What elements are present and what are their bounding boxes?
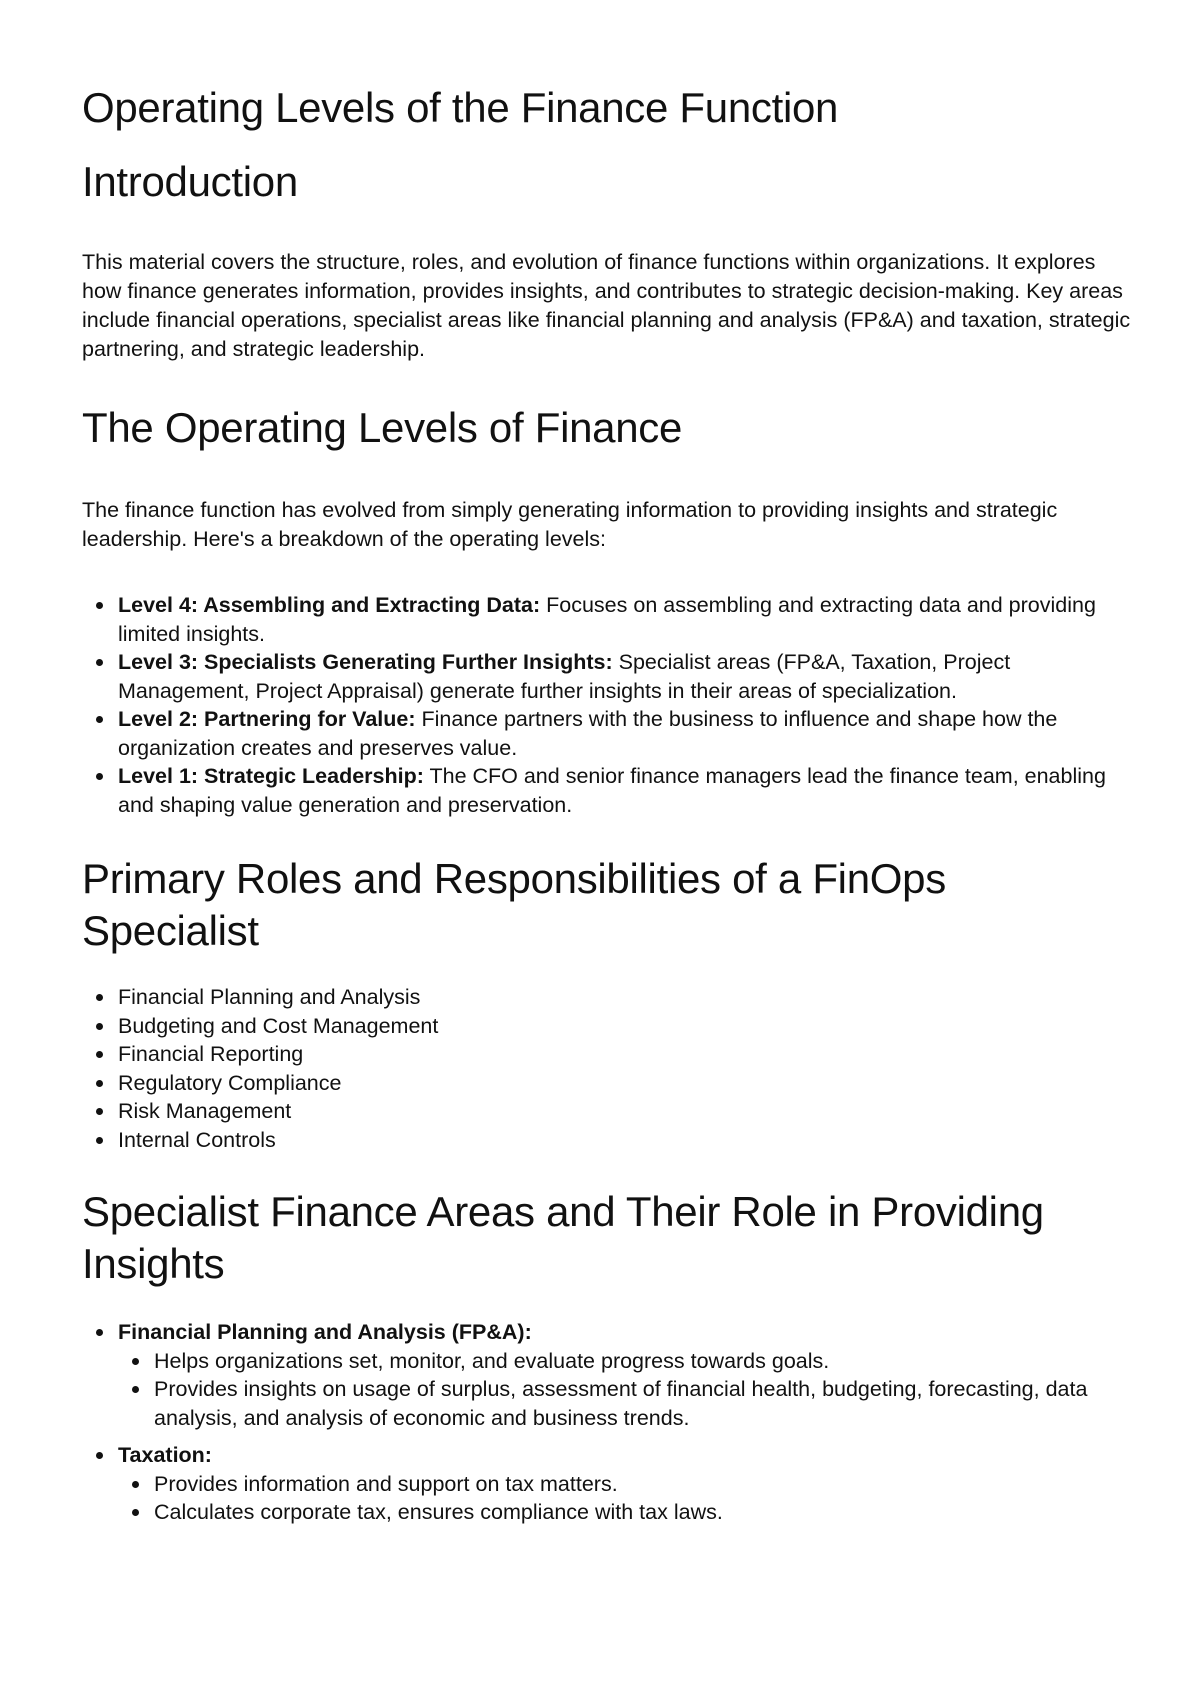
- list-item-level-4: [118, 591, 1132, 648]
- fpa-sublist: [118, 1347, 1132, 1433]
- list-item-fpa: [118, 1318, 1132, 1432]
- introduction-heading: Introduction: [82, 158, 298, 205]
- level-label: Level 3: Specialists Generating Further Insights:: [118, 650, 613, 674]
- list-item: Regulatory Compliance: [118, 1069, 1132, 1098]
- list-item: Internal Controls: [118, 1126, 1132, 1155]
- operating-levels-paragraph: The finance function has evolved from simply generating information to providing insights and strategic leadership. Here's a breakdown of the operating levels:: [82, 498, 1058, 551]
- operating-levels-list: [82, 591, 1132, 819]
- list-item-taxation: [118, 1441, 1132, 1527]
- operating-levels-heading: The Operating Levels of Finance: [82, 404, 683, 451]
- level-label: Level 4: Assembling and Extracting Data:: [118, 593, 541, 617]
- roles-list: [82, 983, 1132, 1154]
- level-description: Focuses on assembling and extracting data and providing limited insights.: [118, 593, 1096, 646]
- level-label: Level 1: Strategic Leadership:: [118, 764, 424, 788]
- introduction-paragraph: This material covers the structure, roles, and evolution of finance functions within organizations. It explores how finance generates information, provides insights, and contributes to strategic decision-making. Key areas include financial operations, specialist areas like financial planning and analysis (FP&A) and taxation, strategic partnering, and strategic leadership.: [82, 250, 1131, 361]
- level-description: The CFO and senior finance managers lead the finance team, enabling and shaping value generation and preservation.: [118, 764, 1106, 817]
- roles-heading: Primary Roles and Responsibilities of a FinOps Specialist: [82, 855, 946, 954]
- document-title: Operating Levels of the Finance Function: [82, 84, 839, 131]
- list-item: Financial Planning and Analysis: [118, 983, 1132, 1012]
- list-item: Calculates corporate tax, ensures compliance with tax laws.: [154, 1498, 1132, 1527]
- area-label: Financial Planning and Analysis (FP&A):: [118, 1320, 532, 1344]
- list-item-level-2: [118, 705, 1132, 762]
- list-item: Financial Reporting: [118, 1040, 1132, 1069]
- list-item: Provides information and support on tax matters.: [154, 1470, 1132, 1499]
- level-label: Level 2: Partnering for Value:: [118, 707, 416, 731]
- list-item: Provides insights on usage of surplus, assessment of financial health, budgeting, forecasting, data analysis, and analysis of economic and business trends.: [154, 1375, 1132, 1432]
- list-item: Budgeting and Cost Management: [118, 1012, 1132, 1041]
- specialist-areas-list: [82, 1318, 1132, 1527]
- list-item: Risk Management: [118, 1097, 1132, 1126]
- list-item: Helps organizations set, monitor, and evaluate progress towards goals.: [154, 1347, 1132, 1376]
- list-item-level-1: [118, 762, 1132, 819]
- list-item-level-3: [118, 648, 1132, 705]
- specialist-areas-heading: Specialist Finance Areas and Their Role in Providing Insights: [82, 1188, 1044, 1287]
- level-description: Specialist areas (FP&A, Taxation, Project Management, Project Appraisal) generate further insights in their areas of specialization.: [118, 650, 1011, 703]
- level-description: Finance partners with the business to influence and shape how the organization creates and preserves value.: [118, 707, 1058, 760]
- area-label: Taxation:: [118, 1443, 212, 1467]
- taxation-sublist: [118, 1470, 1132, 1527]
- document-page: [82, 0, 1132, 1527]
